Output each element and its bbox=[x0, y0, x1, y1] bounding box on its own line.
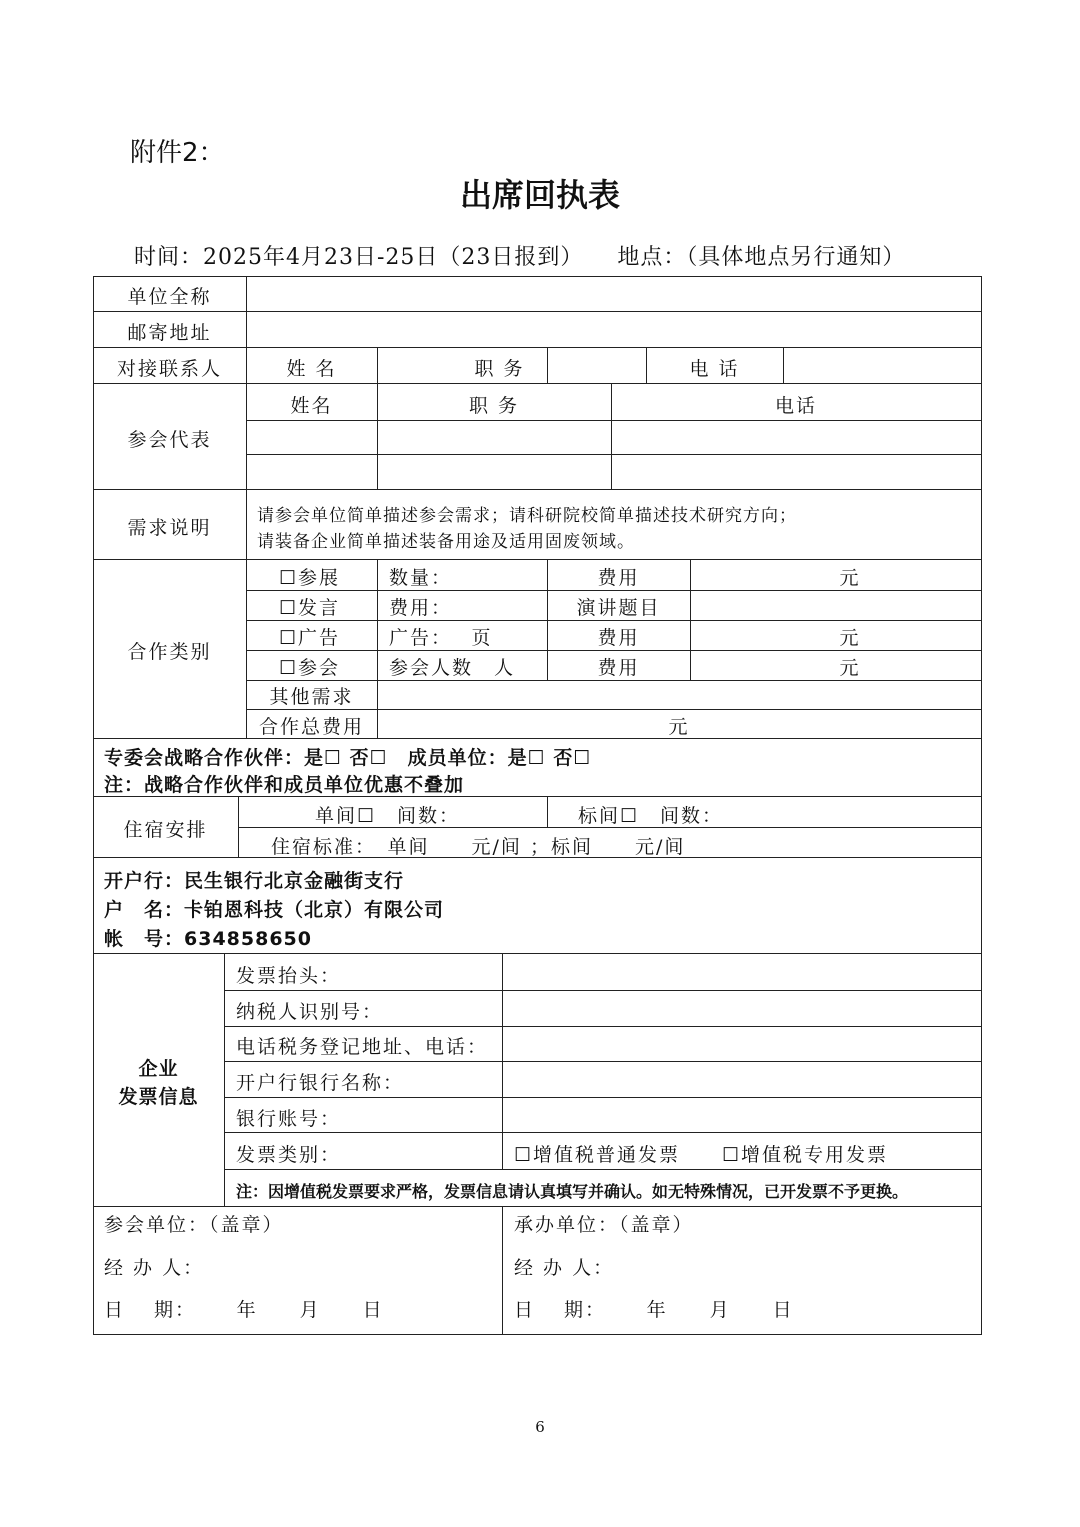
page-number: 6 bbox=[535, 1418, 545, 1436]
coop-ad-fee-label: 费用 bbox=[597, 627, 640, 649]
invoice-type-normal[interactable]: ☐增值税普通发票 bbox=[514, 1144, 681, 1166]
coop-speech-topic-label: 演讲题目 bbox=[576, 597, 661, 619]
coop-speech-fee: 费用： bbox=[389, 597, 453, 619]
lodging-price: 住宿标准： 单间 元/间 ；标间 元/间 bbox=[271, 836, 686, 858]
attending-unit-seal: 参会单位：（盖章） bbox=[104, 1214, 284, 1236]
standard-room-option[interactable]: 标间☐ 间数： bbox=[578, 805, 724, 827]
organizer-date: 日 期： 年 月 日 bbox=[514, 1299, 794, 1321]
needs-instruction-2: 请装备企业简单描述装备用途及适用固废领域。 bbox=[257, 532, 635, 552]
invoice-account-label: 银行账号： bbox=[236, 1108, 342, 1130]
needs-label: 需求说明 bbox=[127, 517, 212, 539]
invoice-note: 注：因增值税发票要求严格，发票信息请认真填写并确认。如无特殊情况，已开发票不予更换。 bbox=[236, 1182, 909, 1201]
partner-selection[interactable]: 专委会战略合作伙伴：是☐ 否☐ 成员单位：是☐ 否☐ bbox=[104, 747, 592, 769]
attachment-label: 附件2： bbox=[130, 138, 225, 168]
contact-position-label: 职 务 bbox=[474, 358, 525, 380]
coop-attend-count: 参会人数 人 bbox=[389, 657, 516, 679]
other-needs-label: 其他需求 bbox=[269, 686, 354, 708]
coop-exhibit-fee-label: 费用 bbox=[597, 567, 640, 589]
organizer-seal: 承办单位：（盖章） bbox=[514, 1214, 694, 1236]
representatives-label: 参会代表 bbox=[127, 429, 212, 451]
event-location: 地点：（具体地点另行通知） bbox=[617, 245, 906, 270]
invoice-label-company: 企业 bbox=[138, 1058, 179, 1080]
reply-form-table bbox=[93, 276, 982, 1335]
account-number: 帐 号：634858650 bbox=[104, 928, 312, 950]
invoice-header-label: 发票抬头： bbox=[236, 965, 342, 987]
contact-name-label: 姓 名 bbox=[286, 358, 337, 380]
event-time: 时间：2025年4月23日-25日（23日报到） bbox=[134, 245, 584, 270]
coop-attend-checkbox[interactable]: ☐参会 bbox=[279, 657, 341, 679]
invoice-type-special[interactable]: ☐增值税专用发票 bbox=[722, 1144, 889, 1166]
coop-attend-fee-label: 费用 bbox=[597, 657, 640, 679]
cooperation-type-label: 合作类别 bbox=[127, 641, 212, 663]
tax-address-label: 电话税务登记地址、电话： bbox=[236, 1036, 489, 1058]
page-title: 出席回执表 bbox=[459, 176, 620, 214]
invoice-type-label: 发票类别： bbox=[236, 1144, 342, 1166]
total-fee-label: 合作总费用 bbox=[258, 716, 364, 738]
unit-name-label: 单位全称 bbox=[127, 286, 212, 308]
coop-ad-checkbox[interactable]: ☐广告 bbox=[279, 627, 341, 649]
taxpayer-id-label: 纳税人识别号： bbox=[236, 1001, 384, 1023]
coop-exhibit-fee-unit: 元 bbox=[839, 567, 861, 589]
coop-speech-checkbox[interactable]: ☐发言 bbox=[279, 597, 341, 619]
total-fee-unit: 元 bbox=[668, 716, 690, 738]
coop-ad-fee-unit: 元 bbox=[839, 627, 861, 649]
bank-name: 开户行：民生银行北京金融街支行 bbox=[104, 870, 405, 892]
coop-ad-pages: 广告： 页 bbox=[389, 627, 493, 649]
coop-exhibit-quantity: 数量： bbox=[389, 567, 453, 589]
rep-name-header: 姓名 bbox=[290, 395, 333, 417]
invoice-label-info: 发票信息 bbox=[118, 1086, 199, 1108]
invoice-bank-label: 开户行银行名称： bbox=[236, 1072, 405, 1094]
account-holder: 户 名：卡铂恩科技（北京）有限公司 bbox=[104, 899, 445, 921]
coop-attend-fee-unit: 元 bbox=[839, 657, 861, 679]
coop-exhibit-checkbox[interactable]: ☐参展 bbox=[279, 567, 341, 589]
event-meta bbox=[134, 240, 905, 271]
single-room-option[interactable]: 单间☐ 间数： bbox=[315, 805, 461, 827]
rep-position-header: 职 务 bbox=[468, 395, 520, 417]
rep-phone-header: 电话 bbox=[774, 395, 817, 417]
lodging-label: 住宿安排 bbox=[123, 819, 208, 841]
contact-phone-label: 电 话 bbox=[689, 358, 740, 380]
partner-note: 注：战略合作伙伴和成员单位优惠不叠加 bbox=[104, 774, 465, 796]
organizer-handler: 经 办 人： bbox=[514, 1257, 615, 1279]
contact-person-label: 对接联系人 bbox=[116, 358, 222, 380]
attending-handler: 经 办 人： bbox=[104, 1257, 205, 1279]
attending-date: 日 期： 年 月 日 bbox=[104, 1299, 384, 1321]
mailing-address-label: 邮寄地址 bbox=[127, 322, 212, 344]
needs-instruction-1: 请参会单位简单描述参会需求；请科研院校简单描述技术研究方向； bbox=[257, 506, 797, 526]
